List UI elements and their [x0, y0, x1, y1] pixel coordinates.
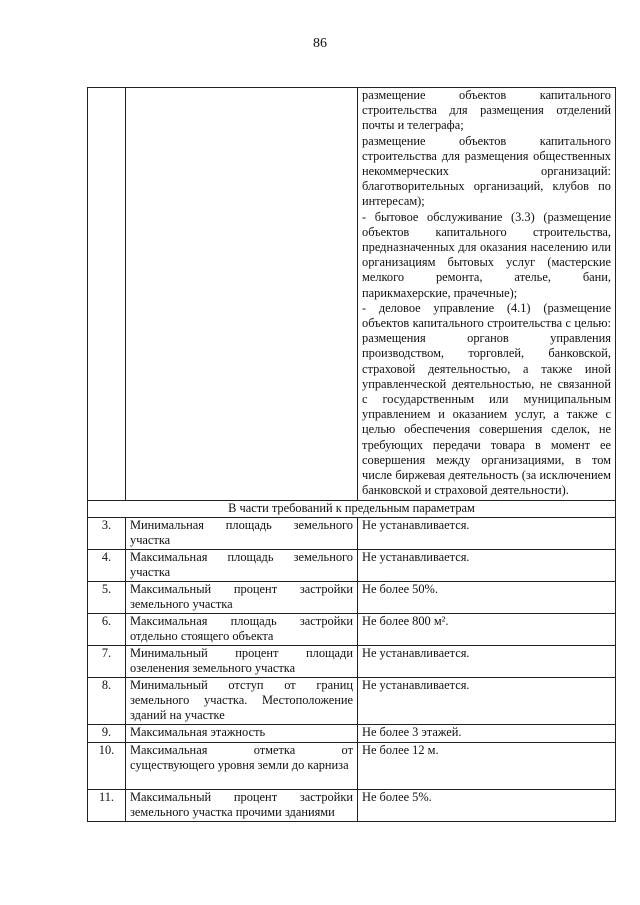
- param-cell: [126, 677, 358, 724]
- param-label: Минимальная площадь земельного участка: [130, 517, 353, 547]
- param-label: Максимальная площадь застройки отдельно стоящего объекта: [130, 613, 353, 643]
- table-row: [88, 789, 616, 821]
- row-number: 7.: [88, 645, 126, 677]
- param-value: Не более 12 м.: [358, 742, 616, 789]
- section-header-row: [88, 501, 616, 517]
- param-value: Не устанавливается.: [358, 677, 616, 724]
- parameters-table: [87, 87, 616, 822]
- row-number: 10.: [88, 742, 126, 789]
- continuation-paragraph: размещение объектов капитального строительства для размещения общественных некоммерческих организаций: благотворительных организаций, клубов по интересам);: [362, 133, 611, 209]
- param-cell: [126, 613, 358, 645]
- row-number: 11.: [88, 789, 126, 821]
- param-value: Не устанавливается.: [358, 517, 616, 549]
- row-number: 4.: [88, 549, 126, 581]
- table-row: [88, 677, 616, 724]
- table-row: [88, 549, 616, 581]
- param-label: Максимальный процент застройки земельного участка прочими зданиями: [130, 789, 353, 819]
- param-cell: [126, 645, 358, 677]
- param-cell: [126, 581, 358, 613]
- param-label: Минимальный отступ от границ земельного участка. Местоположение зданий на участке: [130, 677, 353, 723]
- param-cell: [126, 549, 358, 581]
- row-number: 9.: [88, 724, 126, 742]
- section-header: В части требований к предельным параметрам: [88, 501, 616, 517]
- continuation-row: [88, 88, 616, 501]
- param-cell: [126, 789, 358, 821]
- param-cell: [126, 517, 358, 549]
- table-row: [88, 613, 616, 645]
- row-number: 5.: [88, 581, 126, 613]
- continuation-paragraph: размещение объектов капитального строительства для размещения отделений почты и телеграфа;: [362, 88, 611, 133]
- table-row: [88, 724, 616, 742]
- param-value: Не более 50%.: [358, 581, 616, 613]
- param-cell: [126, 724, 358, 742]
- param-label: Максимальный процент застройки земельного участка: [130, 581, 353, 611]
- param-label: Минимальный процент площади озеленения земельного участка: [130, 645, 353, 675]
- param-label: Максимальная площадь земельного участка: [130, 549, 353, 579]
- param-value: Не устанавливается.: [358, 549, 616, 581]
- continuation-paragraph: - бытовое обслуживание (3.3) (размещение объектов капитального строительства, предназначенных для оказания населению или организациям бытовых услуг (мастерские мелкого ремонта, ателье, бани, парикмахерские, прачечные);: [362, 209, 611, 300]
- param-label: Максимальная этажность: [130, 724, 266, 739]
- param-value: Не более 800 м².: [358, 613, 616, 645]
- table-row: [88, 645, 616, 677]
- continuation-text-cell: [358, 88, 616, 501]
- param-label: Максимальная отметка от существующего уровня земли до карниза: [130, 742, 353, 772]
- row-number: 8.: [88, 677, 126, 724]
- table-row: [88, 517, 616, 549]
- continuation-num-cell: [88, 88, 126, 501]
- table-row: [88, 742, 616, 789]
- param-cell: [126, 742, 358, 789]
- table-row: [88, 581, 616, 613]
- param-value: Не более 3 этажей.: [358, 724, 616, 742]
- page-number: 86: [313, 36, 327, 51]
- continuation-paragraph: - деловое управление (4.1) (размещение объектов капитального строительства с целью: размещения органов управления производством, торговлей, банковской, страховой деятельностью, а также иной управленческой деятельностью, не связанной с государственным или муниципальным управлением и оказанием услуг, а также с целью обеспечения совершения сделок, не требующих передачи товара в момент ее совершения между организациями, в том числе биржевая деятельность (за исключением банковской и страховой деятельности).: [362, 300, 611, 498]
- row-number: 6.: [88, 613, 126, 645]
- continuation-param-cell: [126, 88, 358, 501]
- param-value: Не устанавливается.: [358, 645, 616, 677]
- param-value: Не более 5%.: [358, 789, 616, 821]
- row-number: 3.: [88, 517, 126, 549]
